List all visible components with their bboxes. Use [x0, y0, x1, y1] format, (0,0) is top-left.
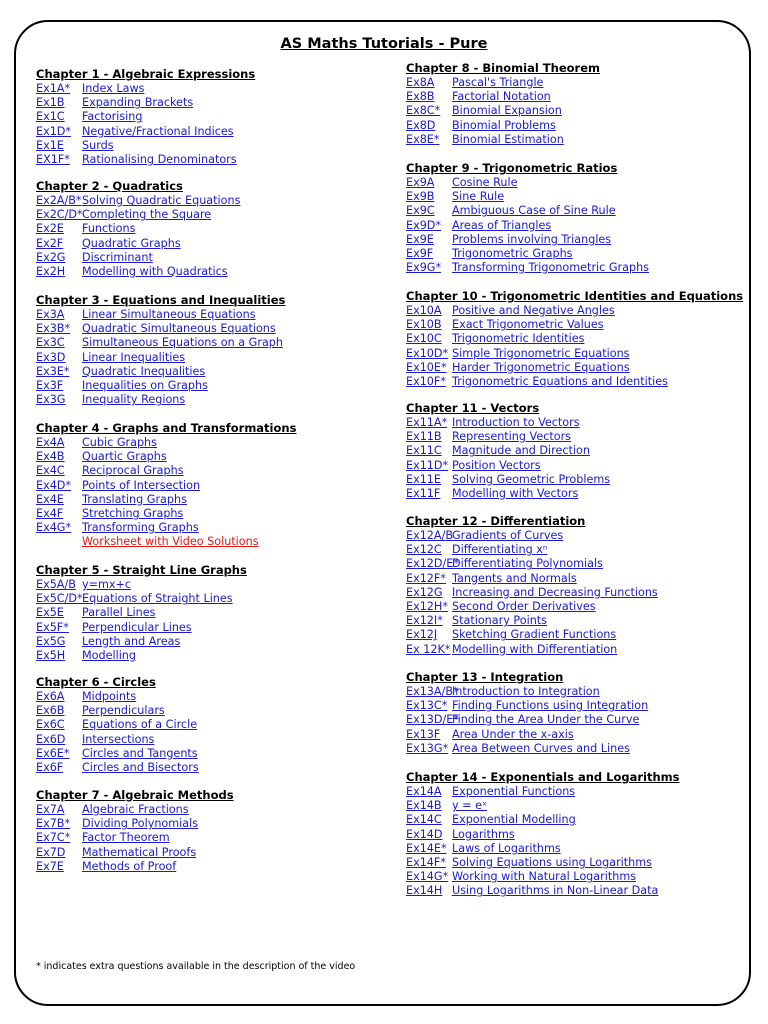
exercise-title: Finding the Area Under the Curve — [452, 713, 640, 727]
exercise-title: Linear Inequalities — [82, 350, 186, 364]
exercise-link[interactable] — [406, 104, 600, 118]
exercise-code: Ex14C — [406, 813, 442, 827]
exercise-title: Introduction to Integration — [452, 685, 600, 698]
chapter-6 — [36, 675, 199, 775]
exercise-code: Ex12G — [406, 585, 443, 599]
chapter-heading: Chapter 11 - Vectors — [406, 401, 540, 415]
chapter-12 — [406, 514, 658, 657]
exercise-link[interactable] — [36, 96, 255, 110]
exercise-title: Midpoints — [82, 690, 137, 703]
exercise-code: Ex8A — [406, 76, 435, 89]
exercise-title: Cosine Rule — [452, 176, 518, 189]
exercise-title: Laws of Logarithms — [452, 841, 561, 855]
exercise-title: Exact Trigonometric Values — [452, 318, 604, 332]
exercise-code: Ex6A — [36, 690, 65, 703]
exercise-code: Ex3B* — [36, 322, 71, 336]
exercise-code: Ex7C* — [36, 831, 71, 845]
exercise-link[interactable] — [406, 713, 648, 727]
exercise-code: Ex1D* — [36, 124, 72, 138]
exercise-title: y=mx+c — [82, 578, 132, 591]
exercise-code: Ex4B — [36, 450, 65, 464]
chapter-14 — [406, 770, 679, 899]
exercise-code: Ex7B* — [36, 817, 71, 831]
exercise-title: Intersections — [82, 732, 155, 746]
exercise-link[interactable] — [406, 430, 610, 444]
exercise-link[interactable] — [406, 261, 649, 275]
exercise-link[interactable] — [36, 803, 234, 817]
exercise-link[interactable] — [406, 190, 649, 204]
exercise-code: Ex2C/D* — [36, 208, 83, 222]
exercise-link[interactable] — [406, 643, 658, 657]
exercise-title: Differentiating Polynomials — [452, 557, 603, 571]
exercise-code: Ex5G — [36, 634, 66, 648]
exercise-code: Ex10E* — [406, 360, 447, 374]
chapter-11 — [406, 401, 610, 501]
exercise-link[interactable] — [406, 304, 743, 318]
exercise-code: Ex5A/B — [36, 578, 76, 591]
exercise-link[interactable] — [406, 76, 600, 90]
exercise-title: Gradients of Curves — [452, 529, 564, 542]
exercise-code: Ex4C — [36, 464, 65, 478]
worksheet-link[interactable]: Worksheet with Video Solutions — [82, 535, 259, 549]
exercise-title: Stretching Graphs — [82, 506, 184, 520]
exercise-title: Exponential Functions — [452, 785, 576, 798]
exercise-code: Ex7A — [36, 803, 65, 816]
chapter-13 — [406, 670, 648, 756]
exercise-link[interactable] — [36, 194, 240, 208]
exercise-title: Equations of Straight Lines — [82, 592, 233, 606]
exercise-code: Ex14D — [406, 827, 443, 841]
exercise-code: Ex14G* — [406, 870, 449, 884]
exercise-code: Ex10A — [406, 304, 442, 317]
exercise-link[interactable] — [36, 450, 296, 464]
exercise-title: Area Between Curves and Lines — [452, 741, 630, 755]
chapter-10 — [406, 289, 743, 389]
exercise-link[interactable] — [36, 635, 247, 649]
exercise-link[interactable] — [406, 204, 649, 218]
chapter-heading: Chapter 5 - Straight Line Graphs — [36, 563, 247, 577]
exercise-link[interactable] — [406, 444, 610, 458]
footnote: * indicates extra questions available in the description of the video — [36, 961, 356, 972]
exercise-link[interactable] — [406, 799, 679, 813]
exercise-title: Factorising — [82, 110, 143, 124]
exercise-code: Ex2E — [36, 222, 64, 236]
exercise-link[interactable] — [406, 614, 658, 628]
exercise-link[interactable] — [406, 176, 649, 190]
exercise-link[interactable] — [36, 747, 199, 761]
exercise-link[interactable] — [406, 416, 610, 430]
exercise-link[interactable] — [36, 436, 296, 450]
exercise-code: Ex7E — [36, 859, 64, 873]
exercise-title: Pascal's Triangle — [452, 76, 544, 89]
exercise-code: Ex8E* — [406, 132, 440, 146]
exercise-title: Finding Functions using Integration — [452, 699, 649, 713]
exercise-code: Ex5E — [36, 606, 64, 620]
exercise-code: Ex12F* — [406, 571, 446, 585]
exercise-link[interactable] — [36, 761, 199, 775]
exercise-code: Ex9E — [406, 232, 434, 246]
exercise-title: Area Under the x-axis — [452, 727, 574, 741]
exercise-title: Simple Trigonometric Equations — [452, 346, 630, 360]
exercise-title: Discriminant — [82, 250, 153, 264]
chapter-heading: Chapter 13 - Integration — [406, 670, 564, 684]
exercise-code: Ex2A/B* — [36, 194, 82, 207]
chapter-3 — [36, 293, 285, 407]
exercise-title: Quadratic Inequalities — [82, 364, 206, 378]
exercise-link[interactable] — [36, 365, 285, 379]
exercise-link[interactable] — [36, 479, 296, 493]
exercise-code: Ex13G* — [406, 741, 449, 755]
exercise-link[interactable] — [406, 543, 658, 557]
exercise-link[interactable] — [36, 222, 240, 236]
exercise-link[interactable] — [406, 842, 679, 856]
exercise-code: Ex11A* — [406, 416, 448, 429]
exercise-code: Ex9D* — [406, 218, 442, 232]
exercise-title: Mathematical Proofs — [82, 845, 197, 859]
exercise-title: Length and Areas — [82, 634, 181, 648]
exercise-title: Factorial Notation — [452, 90, 551, 104]
exercise-code: Ex10C — [406, 332, 442, 346]
exercise-link[interactable] — [36, 831, 234, 845]
exercise-code: Ex1B — [36, 96, 65, 110]
exercise-link[interactable] — [36, 153, 255, 167]
exercise-title: Quadratic Graphs — [82, 236, 181, 250]
exercise-title: Areas of Triangles — [452, 218, 552, 232]
exercise-link[interactable] — [36, 860, 234, 874]
exercise-title: Translating Graphs — [82, 492, 187, 506]
exercise-title: Simultaneous Equations on a Graph — [82, 336, 283, 350]
exercise-title: Ambiguous Case of Sine Rule — [452, 204, 616, 218]
exercise-title: Magnitude and Direction — [452, 444, 590, 458]
exercise-code: Ex6D — [36, 732, 66, 746]
exercise-link[interactable] — [406, 459, 610, 473]
exercise-link[interactable] — [406, 133, 600, 147]
exercise-link[interactable] — [36, 690, 199, 704]
exercise-link[interactable] — [406, 728, 648, 742]
exercise-link[interactable] — [406, 247, 649, 261]
exercise-link[interactable] — [36, 125, 255, 139]
exercise-link[interactable] — [406, 785, 679, 799]
exercise-link[interactable] — [406, 529, 658, 543]
exercise-code: Ex2G — [36, 250, 66, 264]
exercise-link[interactable] — [406, 347, 743, 361]
chapter-9 — [406, 161, 649, 275]
exercise-code: Ex11F — [406, 486, 441, 500]
exercise-link[interactable] — [406, 90, 600, 104]
exercise-title: Trigonometric Identities — [452, 332, 585, 346]
exercise-link[interactable] — [406, 586, 658, 600]
exercise-code: Ex7D — [36, 845, 66, 859]
exercise-title: Factor Theorem — [82, 831, 170, 845]
exercise-link[interactable] — [36, 82, 255, 96]
exercise-code: Ex1A* — [36, 82, 71, 95]
exercise-code: Ex12D/E* — [406, 557, 459, 571]
exercise-code: Ex13A/B* — [406, 685, 459, 698]
exercise-link[interactable] — [36, 351, 285, 365]
exercise-code: Ex4A — [36, 436, 65, 449]
exercise-link[interactable] — [406, 685, 648, 699]
exercise-title: Inequalities on Graphs — [82, 378, 208, 392]
chapter-heading: Chapter 12 - Differentiation — [406, 514, 586, 528]
chapter-heading: Chapter 2 - Quadratics — [36, 179, 183, 193]
exercise-code: Ex9A — [406, 176, 435, 189]
chapter-7 — [36, 788, 234, 874]
exercise-code: Ex4E — [36, 492, 64, 506]
exercise-title: Solving Equations using Logarithms — [452, 855, 652, 869]
exercise-link[interactable] — [36, 733, 199, 747]
exercise-title: Linear Simultaneous Equations — [82, 308, 256, 321]
exercise-link[interactable] — [406, 219, 649, 233]
chapter-8 — [406, 61, 600, 147]
exercise-code: Ex5C/D* — [36, 592, 83, 606]
exercise-link[interactable] — [36, 493, 296, 507]
exercise-link[interactable] — [406, 699, 648, 713]
exercise-code: Ex9G* — [406, 261, 442, 275]
exercise-link[interactable] — [36, 336, 285, 350]
exercise-title: Parallel Lines — [82, 606, 156, 620]
exercise-code: Ex13F — [406, 727, 441, 741]
exercise-code: Ex2H — [36, 264, 66, 278]
chapter-heading: Chapter 4 - Graphs and Transformations — [36, 421, 297, 435]
chapter-heading: Chapter 3 - Equations and Inequalities — [36, 293, 286, 307]
exercise-code: Ex4F — [36, 506, 64, 520]
exercise-title: Stationary Points — [452, 614, 548, 628]
exercise-title: Positive and Negative Angles — [452, 304, 615, 317]
exercise-link[interactable] — [406, 473, 610, 487]
exercise-title: y = eˣ — [452, 799, 487, 813]
exercise-title: Dividing Polynomials — [82, 817, 199, 831]
exercise-link[interactable] — [406, 375, 743, 389]
exercise-title: Modelling — [82, 648, 136, 662]
exercise-title: Harder Trigonometric Equations — [452, 360, 630, 374]
exercise-title: Quartic Graphs — [82, 450, 167, 464]
chapter-4 — [36, 421, 296, 550]
exercise-link[interactable] — [36, 308, 285, 322]
exercise-link[interactable] — [36, 507, 296, 521]
exercise-code: Ex13C* — [406, 699, 448, 713]
exercise-title: Using Logarithms in Non-Linear Data — [452, 884, 659, 898]
exercise-title: Binomial Estimation — [452, 132, 564, 146]
exercise-title: Introduction to Vectors — [452, 416, 580, 429]
exercise-code: Ex11E — [406, 472, 441, 486]
exercise-link[interactable] — [36, 521, 296, 535]
exercise-title: Functions — [82, 222, 136, 236]
chapter-heading: Chapter 10 - Trigonometric Identities and Equations — [406, 289, 744, 303]
exercise-title: Exponential Modelling — [452, 813, 576, 827]
exercise-link[interactable] — [36, 592, 247, 606]
exercise-title: Perpendiculars — [82, 704, 165, 718]
chapter-heading: Chapter 14 - Exponentials and Logarithms — [406, 770, 680, 784]
exercise-link[interactable] — [36, 322, 285, 336]
chapter-2 — [36, 179, 240, 279]
exercise-title: Increasing and Decreasing Functions — [452, 585, 658, 599]
exercise-code: Ex9B — [406, 190, 435, 204]
chapter-heading: Chapter 9 - Trigonometric Ratios — [406, 161, 618, 175]
exercise-link[interactable] — [36, 139, 255, 153]
exercise-link[interactable] — [36, 393, 285, 407]
exercise-title: Methods of Proof — [82, 859, 177, 873]
exercise-title: Expanding Brackets — [82, 96, 194, 110]
exercise-code: Ex14B — [406, 799, 442, 813]
exercise-link[interactable] — [406, 628, 658, 642]
exercise-code: Ex4G* — [36, 521, 72, 535]
chapter-heading: Chapter 1 - Algebraic Expressions — [36, 67, 256, 81]
exercise-link[interactable] — [36, 110, 255, 124]
exercise-title: Trigonometric Graphs — [452, 246, 573, 260]
exercise-link[interactable] — [406, 318, 743, 332]
exercise-title: Circles and Tangents — [82, 746, 198, 760]
exercise-link[interactable] — [406, 856, 679, 870]
exercise-code: Ex3E* — [36, 364, 70, 378]
exercise-title: Transforming Graphs — [82, 521, 199, 535]
exercise-link[interactable] — [36, 649, 247, 663]
exercise-title: Tangents and Normals — [452, 571, 577, 585]
exercise-title: Points of Intersection — [82, 478, 201, 492]
exercise-link[interactable] — [406, 813, 679, 827]
exercise-code: Ex3F — [36, 378, 64, 392]
exercise-code: Ex3G — [36, 393, 66, 407]
exercise-code: Ex14A — [406, 785, 442, 798]
exercise-code: Ex10B — [406, 318, 442, 332]
exercise-code: Ex9F — [406, 246, 434, 260]
exercise-link[interactable] — [36, 578, 247, 592]
exercise-title: Sine Rule — [452, 190, 505, 204]
exercise-title: Problems involving Triangles — [452, 232, 612, 246]
exercise-code: Ex8B — [406, 90, 435, 104]
exercise-link[interactable] — [36, 379, 285, 393]
exercise-link[interactable] — [36, 208, 240, 222]
exercise-title: Solving Quadratic Equations — [82, 194, 241, 207]
exercise-title: Quadratic Simultaneous Equations — [82, 322, 276, 336]
exercise-title: Solving Geometric Problems — [452, 472, 611, 486]
exercise-code: Ex12H* — [406, 599, 448, 613]
exercise-title: Position Vectors — [452, 458, 541, 472]
exercise-link[interactable] — [36, 251, 240, 265]
exercise-title: Working with Natural Logarithms — [452, 870, 637, 884]
exercise-code: Ex12I* — [406, 614, 443, 628]
exercise-link[interactable] — [406, 119, 600, 133]
exercise-title: Equations of a Circle — [82, 718, 198, 732]
exercise-code: Ex2F — [36, 236, 64, 250]
exercise-title: Differentiating xⁿ — [452, 543, 548, 557]
exercise-code: EX1F* — [36, 152, 70, 166]
exercise-link[interactable] — [36, 704, 199, 718]
exercise-title: Modelling with Quadratics — [82, 264, 228, 278]
exercise-link[interactable] — [36, 464, 296, 478]
exercise-code: Ex11D* — [406, 458, 449, 472]
exercise-link[interactable] — [36, 846, 234, 860]
chapter-5 — [36, 563, 247, 663]
exercise-title: Representing Vectors — [452, 430, 572, 444]
exercise-title: Modelling with Vectors — [452, 486, 579, 500]
exercise-link[interactable] — [406, 332, 743, 346]
exercise-title: Sketching Gradient Functions — [452, 628, 617, 642]
exercise-title: Completing the Square — [82, 208, 212, 222]
exercise-code: Ex3C — [36, 336, 65, 350]
exercise-title: Circles and Bisectors — [82, 760, 199, 774]
exercise-link[interactable] — [36, 265, 240, 279]
exercise-link[interactable] — [406, 884, 679, 898]
chapter-1 — [36, 67, 255, 167]
exercise-code: Ex8D — [406, 118, 436, 132]
exercise-code: Ex1E — [36, 138, 64, 152]
exercise-link[interactable] — [36, 718, 199, 732]
exercise-link[interactable] — [36, 606, 247, 620]
exercise-code: Ex14H — [406, 884, 443, 898]
exercise-link[interactable] — [406, 742, 648, 756]
exercise-link[interactable] — [406, 361, 743, 375]
exercise-title: Index Laws — [82, 82, 145, 95]
exercise-link[interactable] — [36, 621, 247, 635]
exercise-code: Ex14F* — [406, 855, 446, 869]
exercise-code: Ex12A/B — [406, 529, 454, 542]
exercise-link[interactable] — [406, 828, 679, 842]
exercise-code: Ex6E* — [36, 746, 70, 760]
chapter-heading: Chapter 7 - Algebraic Methods — [36, 788, 234, 802]
exercise-code: Ex3D — [36, 350, 66, 364]
chapter-heading: Chapter 8 - Binomial Theorem — [406, 61, 600, 75]
exercise-title: Perpendicular Lines — [82, 620, 192, 634]
exercise-code: Ex8C* — [406, 104, 441, 118]
exercise-title: Algebraic Fractions — [82, 803, 189, 816]
exercise-code: Ex1C — [36, 110, 65, 124]
exercise-code: Ex 12K* — [406, 642, 451, 656]
exercise-title: Modelling with Differentiation — [452, 642, 618, 656]
exercise-code: Ex12J — [406, 628, 438, 642]
exercise-code: Ex6B — [36, 704, 65, 718]
exercise-code: Ex6F — [36, 760, 64, 774]
exercise-code: Ex10F* — [406, 374, 446, 388]
exercise-title: Binomial Problems — [452, 118, 556, 132]
exercise-title: Binomial Expansion — [452, 104, 562, 118]
exercise-code: Ex11B — [406, 430, 442, 444]
exercise-code: Ex11C — [406, 444, 442, 458]
exercise-title: Cubic Graphs — [82, 436, 157, 449]
exercise-title: Surds — [82, 138, 114, 152]
page-title: AS Maths Tutorials - Pure — [280, 36, 488, 52]
exercise-link[interactable] — [36, 237, 240, 251]
exercise-title: Rationalising Denominators — [82, 152, 237, 166]
exercise-code: Ex3A — [36, 308, 65, 321]
chapter-heading: Chapter 6 - Circles — [36, 675, 156, 689]
exercise-code: Ex6C — [36, 718, 65, 732]
exercise-title: Negative/Fractional Indices — [82, 124, 234, 138]
exercise-title: Trigonometric Equations and Identities — [452, 374, 668, 388]
exercise-link[interactable] — [406, 233, 649, 247]
exercise-code: Ex14E* — [406, 841, 447, 855]
exercise-code: Ex12C — [406, 543, 442, 557]
exercise-title: Transforming Trigonometric Graphs — [452, 261, 650, 275]
exercise-title: Inequality Regions — [82, 393, 186, 407]
exercise-code: Ex9C — [406, 204, 435, 218]
exercise-title: Logarithms — [452, 827, 515, 841]
exercise-code: Ex4D* — [36, 478, 72, 492]
exercise-link[interactable] — [406, 870, 679, 884]
exercise-code: Ex10D* — [406, 346, 449, 360]
exercise-title: Second Order Derivatives — [452, 599, 596, 613]
exercise-link[interactable] — [406, 600, 658, 614]
exercise-link[interactable] — [36, 817, 234, 831]
exercise-code: Ex5H — [36, 648, 66, 662]
exercise-link[interactable] — [406, 487, 610, 501]
exercise-link[interactable] — [406, 557, 658, 571]
exercise-link[interactable] — [406, 572, 658, 586]
exercise-title: Reciprocal Graphs — [82, 464, 184, 478]
exercise-code: Ex13D/E* — [406, 713, 459, 727]
exercise-code: Ex5F* — [36, 620, 69, 634]
